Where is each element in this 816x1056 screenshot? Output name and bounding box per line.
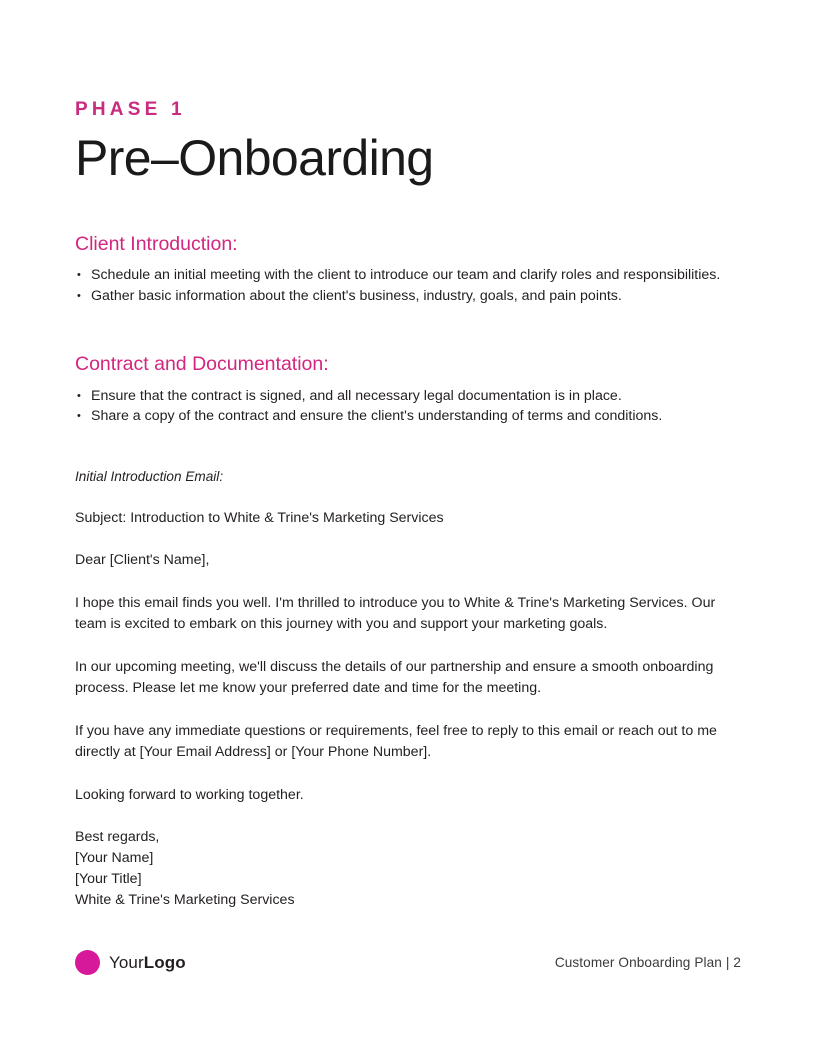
logo-text-regular: Your [109, 952, 144, 972]
bullet-list [75, 386, 741, 427]
section-heading: Client Introduction: [75, 232, 238, 255]
email-paragraph: If you have any immediate questions or requirements, feel free to reply to this email or reach out to me directly at [Your Email Address] or [Your Phone Number]. [75, 722, 717, 761]
email-salutation: Dear [Client's Name], [75, 552, 210, 569]
logo-circle-icon [75, 950, 100, 975]
footer-document-meta: Customer Onboarding Plan | 2 [554, 955, 741, 970]
signature-name: [Your Name] [75, 850, 154, 867]
bullet-list [75, 265, 741, 306]
logo [75, 950, 186, 975]
signature-company: White & Trine's Marketing Services [75, 892, 295, 909]
phase-label: PHASE 1 [75, 99, 186, 120]
list-item: • Ensure that the contract is signed, and all necessary legal documentation is in place. [75, 386, 741, 407]
signature-title: [Your Title] [75, 871, 142, 888]
list-item: • Gather basic information about the client's business, industry, goals, and pain points. [75, 286, 741, 307]
logo-text [109, 953, 186, 973]
section-contract-documentation [75, 352, 741, 426]
email-template-block [75, 467, 741, 912]
signature-closing: Best regards, [75, 829, 160, 846]
list-item: • Schedule an initial meeting with the client to introduce our team and clarify roles and responsibilities. [75, 265, 741, 286]
email-paragraph: In our upcoming meeting, we'll discuss the details of our partnership and ensure a smooth onboarding process. Please let me know your preferred date and time for the meeting. [75, 658, 714, 697]
page-title: Pre–Onboarding [75, 129, 434, 186]
list-item: • Share a copy of the contract and ensure the client's understanding of terms and conditions. [75, 406, 741, 427]
page-content [75, 0, 741, 911]
page-footer [75, 950, 741, 975]
section-heading: Contract and Documentation: [75, 353, 329, 376]
logo-text-bold: Logo [143, 952, 186, 972]
section-client-introduction [75, 232, 741, 306]
email-caption: Initial Introduction Email: [75, 468, 224, 484]
email-subject-line: Subject: Introduction to White & Trine's Marketing Services [75, 509, 444, 526]
email-paragraph: Looking forward to working together. [75, 786, 304, 803]
email-signature [75, 827, 741, 911]
email-paragraph: I hope this email finds you well. I'm thrilled to introduce you to White & Trine's Marketing Services. Our team is excited to embark on this journey with you and support your marketing goals. [75, 594, 716, 633]
